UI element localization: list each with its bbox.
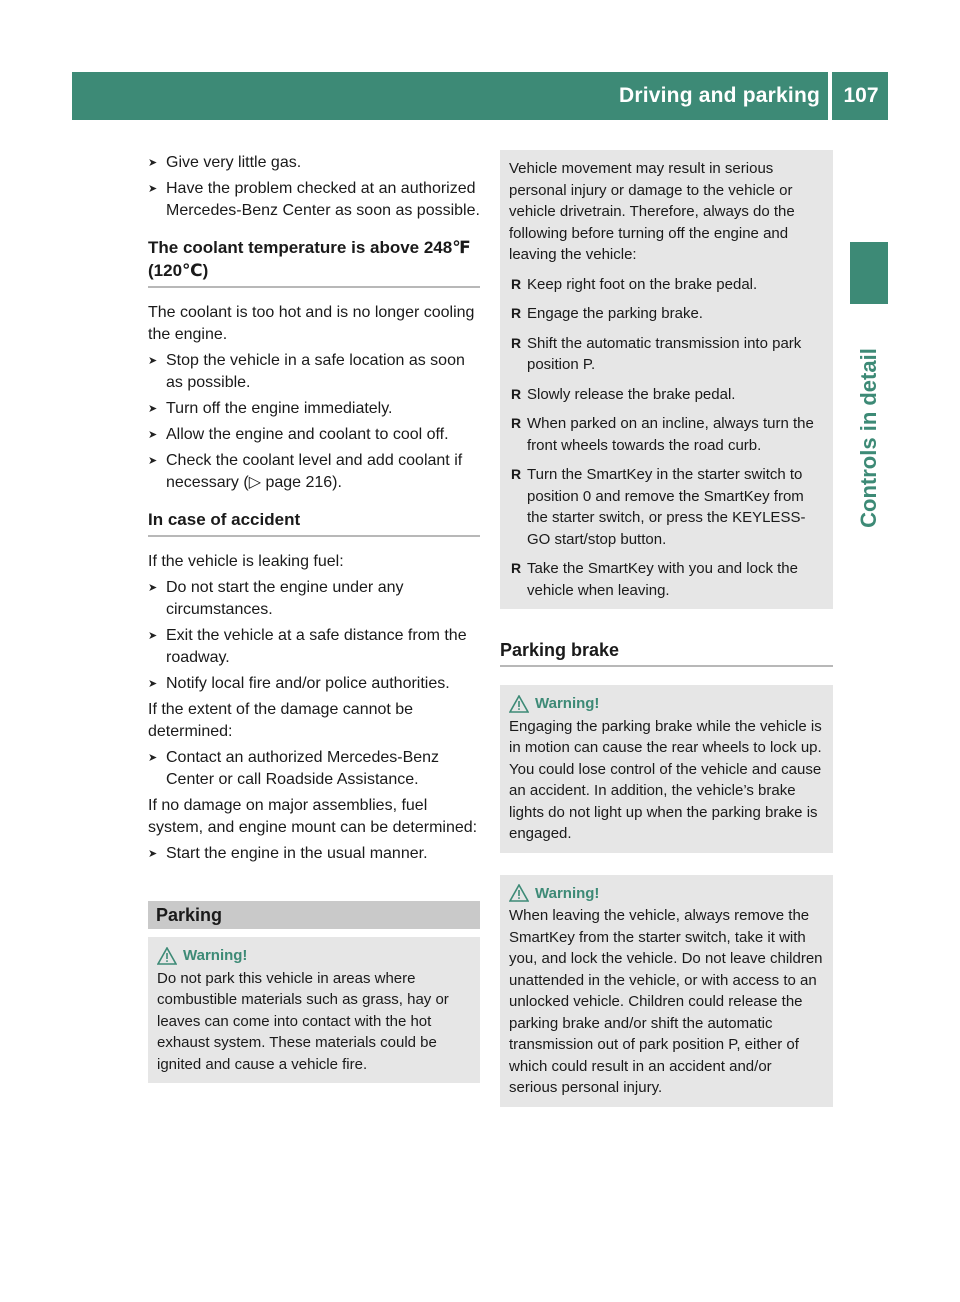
step-item: ➤ Contact an authorized Mercedes-Benz Center or call Roadside Assistance. bbox=[148, 747, 480, 791]
warning-text: When leaving the vehicle, always remove the SmartKey from the starter switch, take it with you, and lock the vehicle. Do not leave children unattended in the vehicle, or with access to an unlocked vehicle. Children could release the parking brake and/or shift the automatic transmission out of park position P, either of which could result in an accident and/or serious personal injury. bbox=[509, 907, 823, 1096]
parking-warning-box bbox=[148, 937, 480, 1083]
accident-heading: In case of accident bbox=[148, 508, 480, 537]
warning-title bbox=[157, 945, 471, 967]
header-separator bbox=[828, 72, 832, 120]
chapter-title: Driving and parking bbox=[619, 84, 820, 107]
bullet-item: R Shift the automatic transmission into park position P. bbox=[509, 333, 824, 376]
accident-text: If the vehicle is leaking fuel: bbox=[148, 553, 344, 570]
shutdown-info-box bbox=[500, 150, 833, 609]
bullet-item: R Take the SmartKey with you and lock the vehicle when leaving. bbox=[509, 558, 824, 601]
bullet-item: R Engage the parking brake. bbox=[509, 303, 824, 325]
parking-brake-heading: Parking brake bbox=[500, 639, 833, 667]
coolant-text: The coolant is too hot and is no longer cooling the engine. bbox=[148, 304, 475, 343]
parking-heading: Parking bbox=[148, 901, 480, 929]
page-number: 107 bbox=[843, 84, 879, 107]
step-item: ➤ Give very little gas. bbox=[148, 152, 480, 174]
step-item: ➤ Notify local fire and/or police authorities. bbox=[148, 673, 480, 695]
coolant-heading: The coolant temperature is above 248℉ (120℃) bbox=[148, 236, 480, 288]
bullet-item: R Keep right foot on the brake pedal. bbox=[509, 274, 824, 296]
right-column bbox=[500, 150, 833, 1129]
section-tab-marker bbox=[850, 242, 888, 304]
left-column bbox=[148, 152, 480, 1105]
warning-title bbox=[509, 693, 824, 715]
warning-text: Engaging the parking brake while the vehicle is in motion can cause the rear wheels to lock up. You could lose control of the vehicle and cause an accident. In addition, the vehicle’s brake lights do not light up when the parking brake is engaged. bbox=[509, 717, 822, 842]
step-item: ➤ Exit the vehicle at a safe distance from the roadway. bbox=[148, 625, 480, 669]
step-item: ➤ Do not start the engine under any circumstances. bbox=[148, 577, 480, 621]
section-tab-label: Controls in detail bbox=[856, 348, 881, 528]
step-item: ➤ Allow the engine and coolant to cool off. bbox=[148, 424, 480, 446]
info-intro: Vehicle movement may result in serious personal injury or damage to the vehicle or vehicle drivetrain. Therefore, always do the following before turning off the engine and leaving the vehicle: bbox=[509, 160, 795, 263]
leaving-warning-box bbox=[500, 875, 833, 1107]
warning-triangle-icon bbox=[509, 884, 529, 902]
step-item: ➤ Start the engine in the usual manner. bbox=[148, 843, 480, 865]
bullet-item: R Slowly release the brake pedal. bbox=[509, 384, 824, 406]
warning-triangle-icon bbox=[157, 947, 177, 965]
step-item: ➤ Turn off the engine immediately. bbox=[148, 398, 480, 420]
accident-text: If no damage on major assemblies, fuel system, and engine mount can be determined: bbox=[148, 797, 478, 836]
warning-title bbox=[509, 883, 824, 905]
warning-title-text: Warning! bbox=[535, 884, 600, 902]
section-tab bbox=[850, 318, 888, 558]
brake-warning-box bbox=[500, 685, 833, 853]
bullet-item: R Turn the SmartKey in the starter switch to position 0 and remove the SmartKey from the starter switch, or press the KEYLESS-GO start/stop button. bbox=[509, 464, 824, 550]
accident-text: If the extent of the damage cannot be determined: bbox=[148, 701, 414, 740]
step-item: ➤ Have the problem checked at an authorized Mercedes-Benz Center as soon as possible. bbox=[148, 178, 480, 222]
step-item: ➤ Stop the vehicle in a safe location as soon as possible. bbox=[148, 350, 480, 394]
warning-title-text: Warning! bbox=[183, 947, 248, 964]
step-item: ➤ Check the coolant level and add coolant if necessary (▷ page 216). bbox=[148, 450, 480, 494]
bullet-item: R When parked on an incline, always turn the front wheels towards the road curb. bbox=[509, 413, 824, 456]
warning-triangle-icon bbox=[509, 695, 529, 713]
warning-title-text: Warning! bbox=[535, 695, 600, 712]
warning-text: Do not park this vehicle in areas where combustible materials such as grass, hay or leaves can come into contact with the hot exhaust system. These materials could be ignited and cause a vehicle fire. bbox=[157, 969, 449, 1073]
